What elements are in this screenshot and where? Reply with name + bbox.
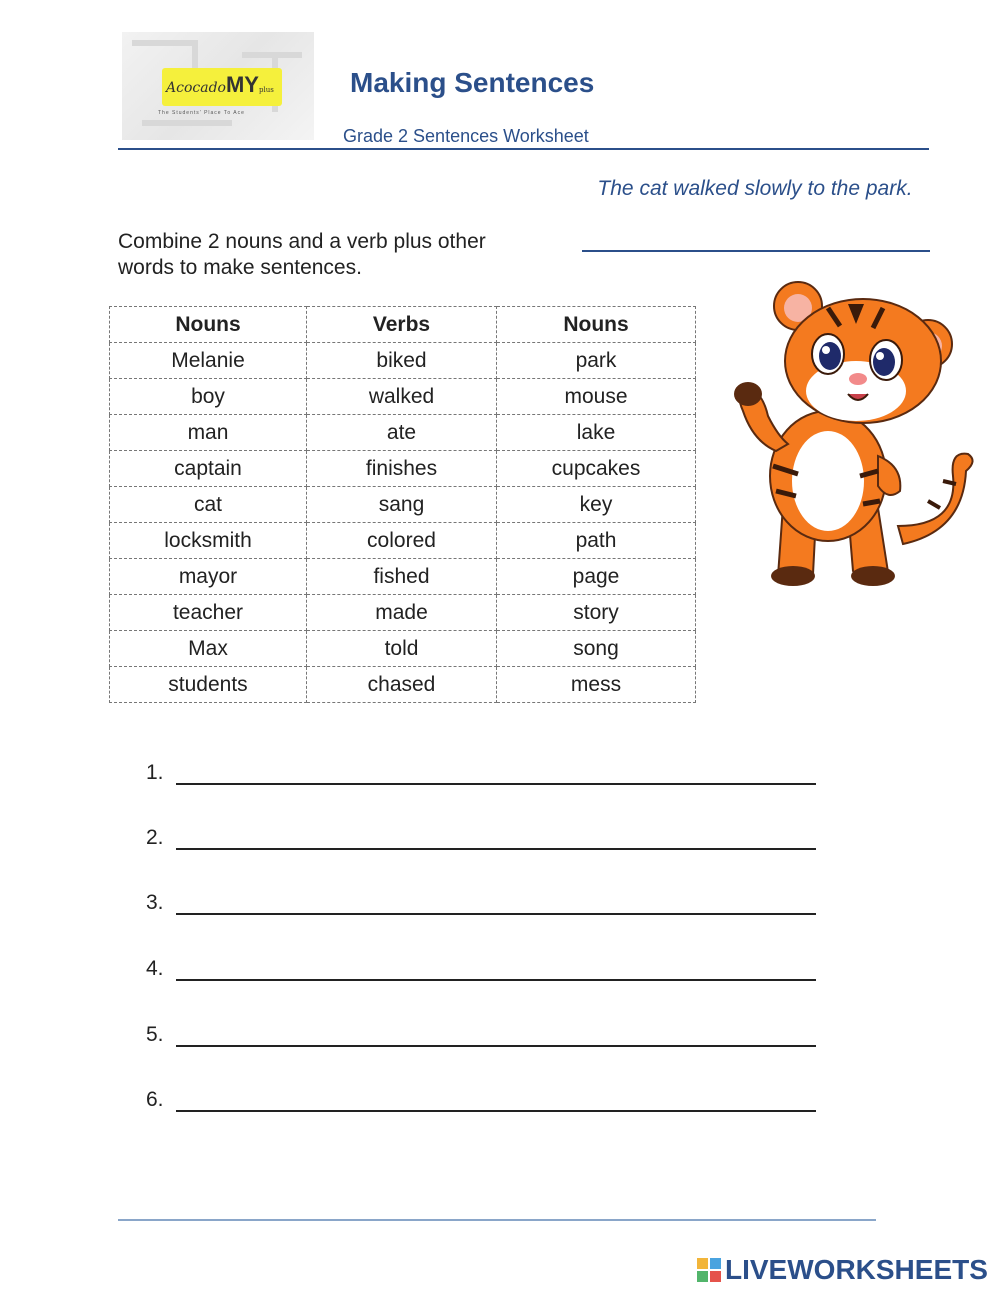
table-row [110,559,696,595]
answer-row-4 [146,951,826,981]
word-table [109,306,696,703]
instructions: Combine 2 nouns and a verb plus other words to make sentences. [118,230,486,279]
table-cell: mouse [497,379,696,415]
brand-name: LIVEWORKSHEETS [725,1254,988,1285]
answer-number: 6. [146,1088,164,1111]
page-subtitle: Grade 2 Sentences Worksheet [343,126,589,146]
table-cell: finishes [307,451,497,487]
table-cell: Melanie [110,343,307,379]
answer-input-6[interactable] [176,1092,816,1112]
table-cell: colored [307,523,497,559]
table-cell: sang [307,487,497,523]
page-title: Making Sentences [350,67,595,98]
answer-input-4[interactable] [176,961,816,981]
table-row [110,379,696,415]
answer-number: 4. [146,957,164,980]
table-cell: captain [110,451,307,487]
table-cell: told [307,631,497,667]
answer-row-1 [146,755,826,785]
table-cell: teacher [110,595,307,631]
logo-wordmark: AcocadoMYplus [166,72,274,97]
table-cell: park [497,343,696,379]
table-row [110,667,696,703]
table-cell: walked [307,379,497,415]
answer-number: 3. [146,891,164,914]
table-cell: man [110,415,307,451]
table-row [110,595,696,631]
table-row [110,487,696,523]
table-row [110,343,696,379]
column-header-nouns-1: Nouns [110,307,307,343]
answer-row-5 [146,1017,826,1047]
example-sentence: The cat walked slowly to the park. [597,177,913,200]
table-cell: mayor [110,559,307,595]
table-row [110,451,696,487]
table-row [110,523,696,559]
table-cell: made [307,595,497,631]
column-header-nouns-2: Nouns [497,307,696,343]
table-cell: fished [307,559,497,595]
brand-cubes-icon [697,1258,721,1282]
answer-row-2 [146,820,826,850]
table-cell: Max [110,631,307,667]
table-cell: cat [110,487,307,523]
answer-input-5[interactable] [176,1027,816,1047]
table-cell: key [497,487,696,523]
table-cell: page [497,559,696,595]
footer-divider [118,1219,876,1221]
table-row [110,631,696,667]
answer-input-1[interactable] [176,765,816,785]
table-cell: biked [307,343,497,379]
table-cell: story [497,595,696,631]
table-cell: students [110,667,307,703]
table-cell: lake [497,415,696,451]
table-row [110,415,696,451]
answer-number: 5. [146,1023,164,1046]
table-cell: ate [307,415,497,451]
table-cell: mess [497,667,696,703]
tiger-illustration [728,276,978,591]
table-cell: boy [110,379,307,415]
column-header-verbs: Verbs [307,307,497,343]
header-divider [118,148,929,150]
table-cell: song [497,631,696,667]
logo [122,32,314,140]
table-cell: chased [307,667,497,703]
answer-row-6 [146,1082,826,1112]
answer-number: 2. [146,826,164,849]
answer-row-3 [146,885,826,915]
table-cell: path [497,523,696,559]
table-cell: locksmith [110,523,307,559]
answer-number: 1. [146,761,164,784]
logo-tagline: The Students' Place To Ace [158,110,245,116]
table-header-row [110,307,696,343]
answer-input-3[interactable] [176,895,816,915]
table-cell: cupcakes [497,451,696,487]
answer-input-2[interactable] [176,830,816,850]
example-underline [582,250,930,252]
